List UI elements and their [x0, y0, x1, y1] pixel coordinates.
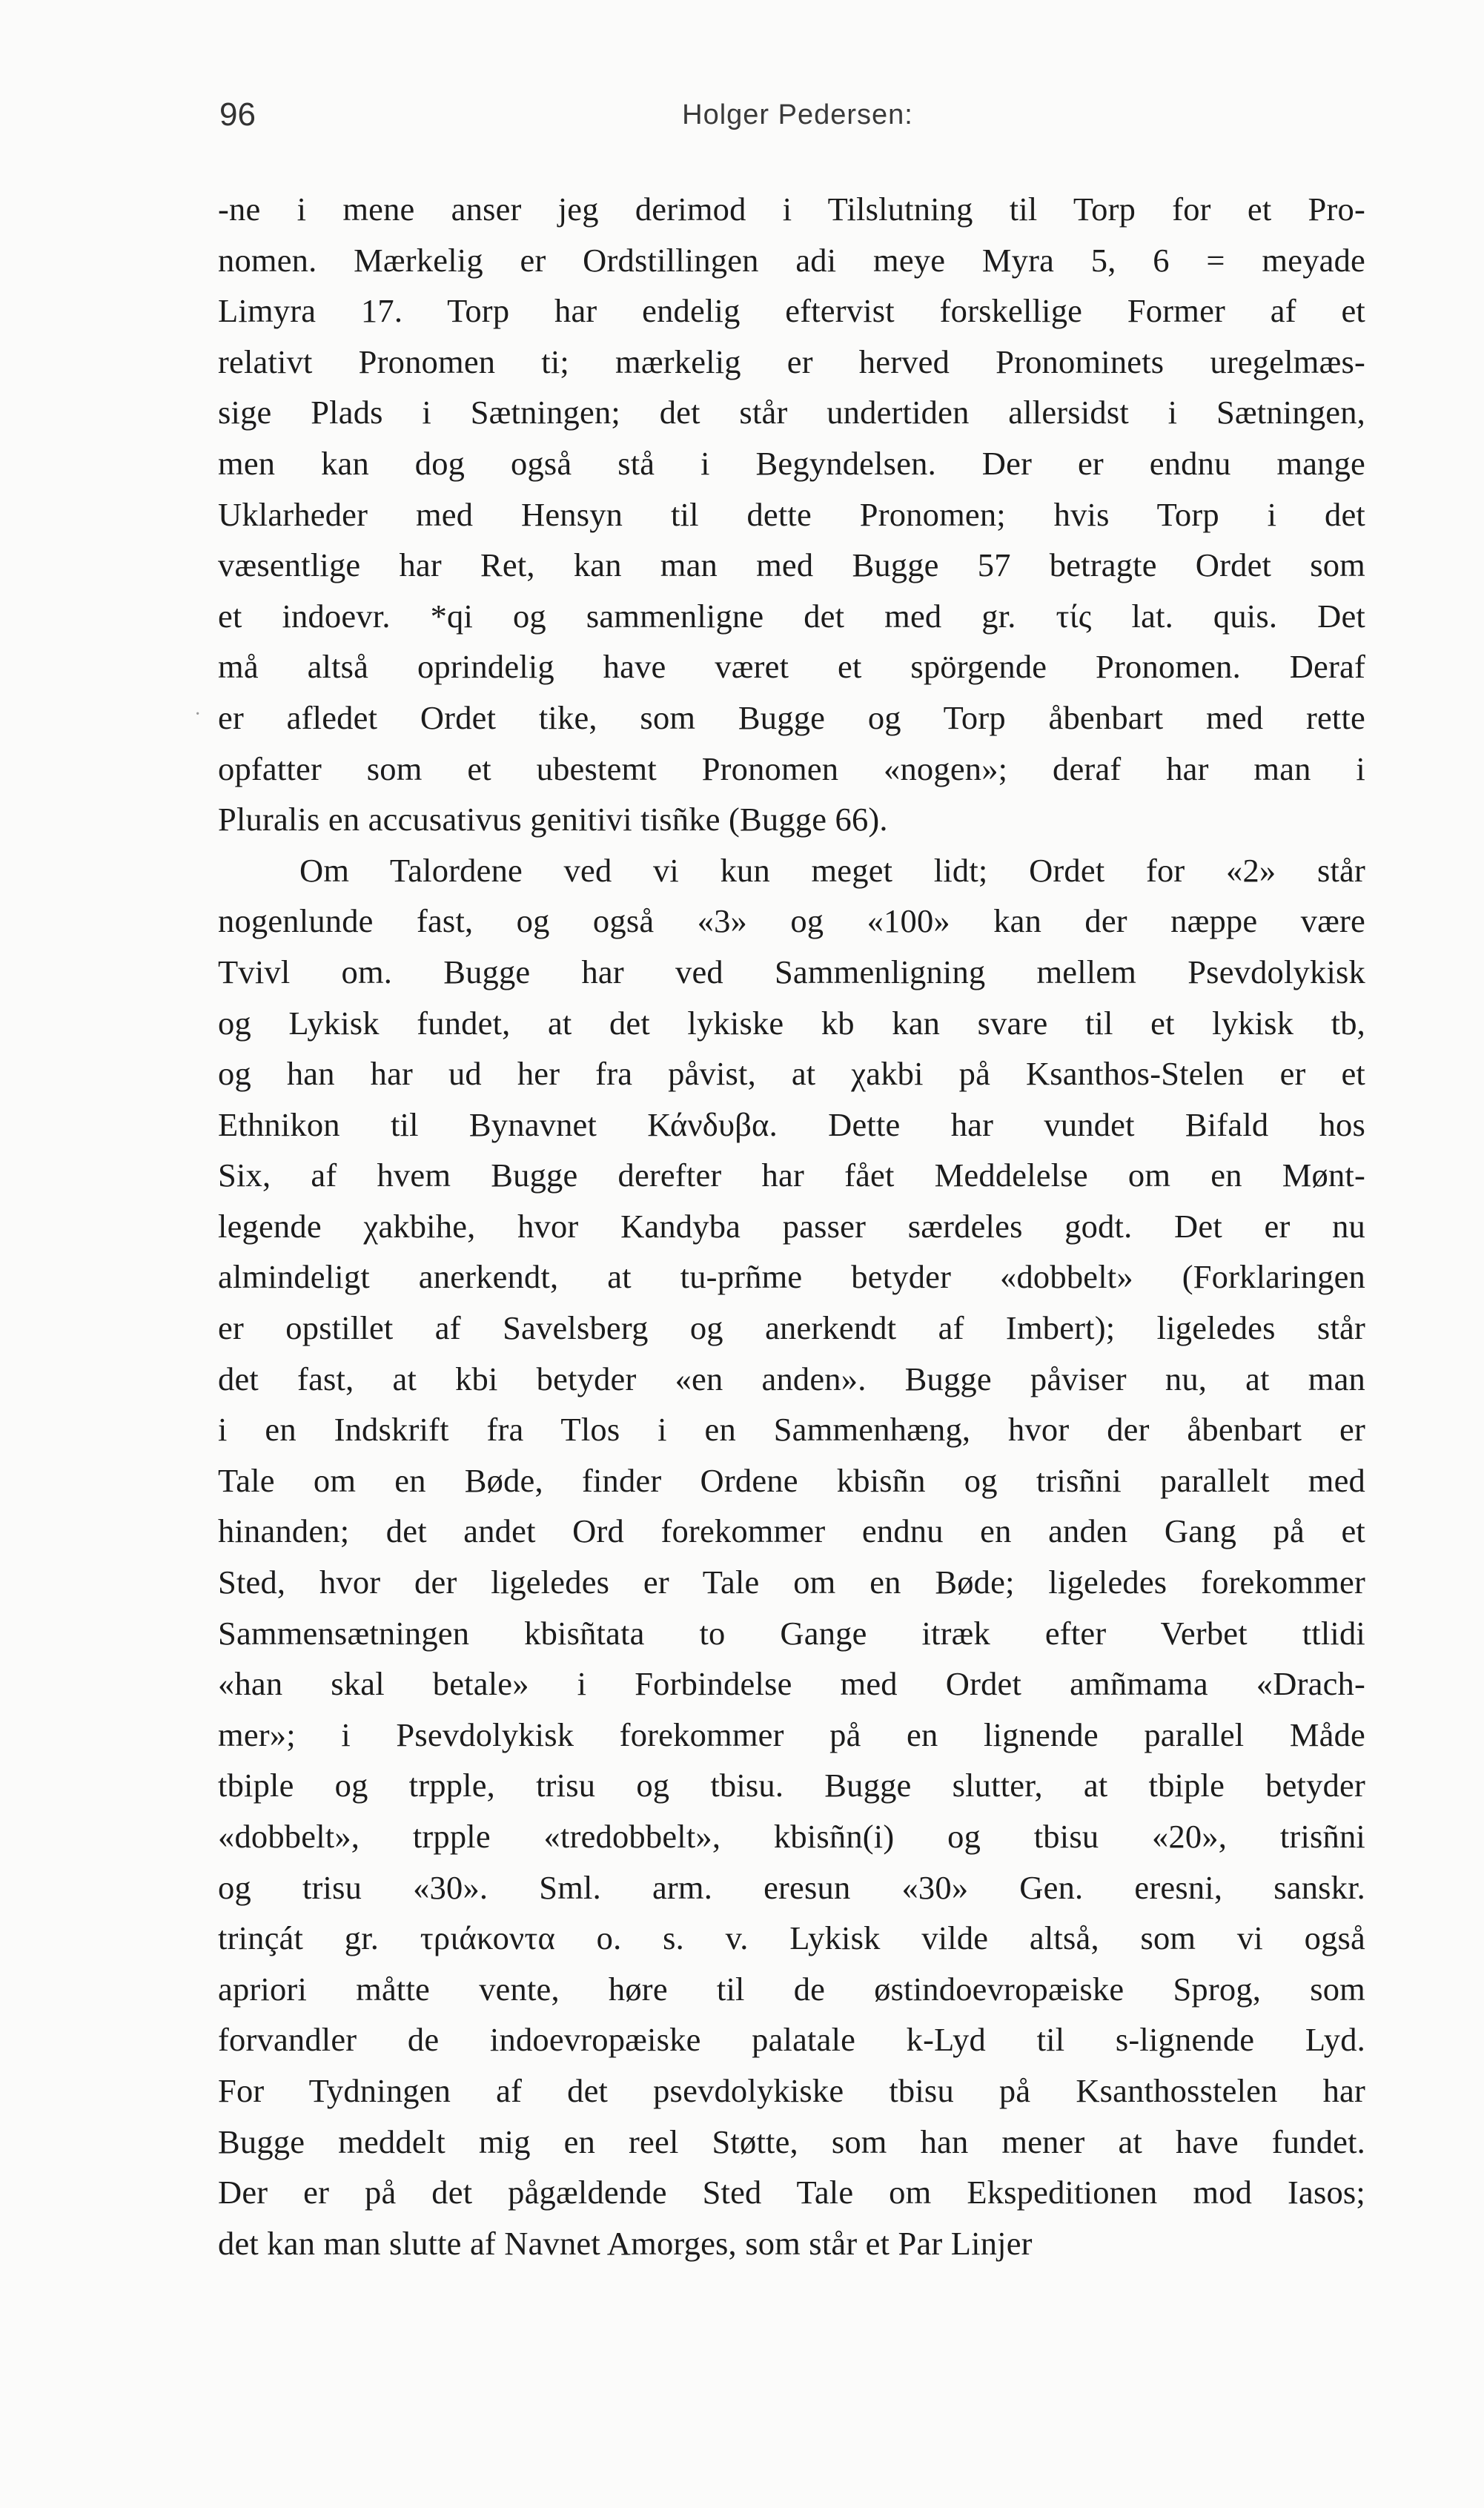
text-line: Sammensætningen kbisñtata to Gange itræk efter Verbet ttlidi	[218, 1614, 1365, 1652]
text-line: «dobbelt», trpple «tredobbelt», kbisñn(i) og tbisu «20», trisñni	[218, 1818, 1365, 1855]
text-line: det fast, at kbi betyder «en anden». Bugge påviser nu, at man	[218, 1360, 1365, 1397]
text-line: er opstillet af Savelsberg og anerkendt af Imbert); ligeledes står	[218, 1309, 1365, 1347]
page-number: 96	[219, 96, 256, 133]
text-line: forvandler de indoevropæiske palatale k-Lyd til s-lignende Lyd.	[218, 2021, 1365, 2059]
text-line: væsentlige har Ret, kan man med Bugge 57 betragte Ordet som	[218, 546, 1365, 584]
text-line: og Lykisk fundet, at det lykiske kb kan svare til et lykisk tb,	[218, 1004, 1365, 1042]
text-line: relativt Pronomen ti; mærkelig er herved Pronominets uregelmæs-	[218, 343, 1365, 380]
text-line: «han skal betale» i Forbindelse med Ordet amñmama «Drach-	[218, 1665, 1365, 1703]
text-line: apriori måtte vente, høre til de østindoevropæiske Sprog, som	[218, 1970, 1365, 2008]
text-line: Six, af hvem Bugge derefter har fået Meddelelse om en Mønt-	[218, 1157, 1365, 1194]
text-line: almindeligt anerkendt, at tu-prñme betyder «dobbelt» (Forklaringen	[218, 1258, 1365, 1296]
margin-mark: ·	[194, 703, 202, 726]
text-line: Ethnikon til Bynavnet Κάνδυβα. Dette har vundet Bifald hos	[218, 1105, 1365, 1143]
text-line: er afledet Ordet tike, som Bugge og Torp åbenbart med rette	[218, 698, 1365, 736]
text-line: Pluralis en accusativus genitivi tisñke (Bugge 66).	[218, 801, 888, 838]
text-line: sige Plads i Sætningen; det står undertiden allersidst i Sætningen,	[218, 394, 1365, 431]
text-line: Tale om en Bøde, finder Ordene kbisñn og trisñni parallelt med	[218, 1461, 1365, 1499]
text-line: Bugge meddelt mig en reel Støtte, som han mener at have fundet.	[218, 2122, 1365, 2160]
text-line: det kan man slutte af Navnet Amorges, som står et Par Linjer	[218, 2224, 1033, 2262]
paragraph	[218, 184, 1365, 845]
text-line: tbiple og trpple, trisu og tbisu. Bugge slutter, at tbiple betyder	[218, 1767, 1365, 1804]
text-line: Uklarheder med Hensyn til dette Pronomen; hvis Torp i det	[218, 495, 1365, 533]
text-line: nomen. Mærkelig er Ordstillingen adi meye Myra 5, 6 = meyade	[218, 241, 1365, 279]
text-line: nogenlunde fast, og også «3» og «100» kan der næppe være	[218, 902, 1365, 940]
text-line: mer»; i Psevdolykisk forekommer på en lignende parallel Måde	[218, 1715, 1365, 1753]
text-line: legende χakbihe, hvor Kandyba passer særdeles godt. Det er nu	[218, 1207, 1365, 1245]
running-head: Holger Pedersen:	[682, 99, 913, 130]
text-line: For Tydningen af det psevdolykiske tbisu på Ksanthosstelen har	[218, 2071, 1365, 2109]
text-line: men kan dog også stå i Begyndelsen. Der er endnu mange	[218, 444, 1365, 482]
text-line: Limyra 17. Torp har endelig eftervist forskellige Former af et	[218, 292, 1365, 330]
text-line: Tvivl om. Bugge har ved Sammenligning mellem Psevdolykisk	[218, 953, 1365, 990]
text-line: et indoevr. *qi og sammenligne det med gr. τίς lat. quis. Det	[218, 597, 1365, 635]
paragraph	[218, 845, 1365, 2269]
text-line: Sted, hvor der ligeledes er Tale om en Bøde; ligeledes forekommer	[218, 1564, 1365, 1601]
text-line: Der er på det pågældende Sted Tale om Ekspeditionen mod Iasos;	[218, 2174, 1365, 2211]
text-line: -ne i mene anser jeg derimod i Tilslutning til Torp for et Pro-	[218, 191, 1365, 228]
text-line: opfatter som et ubestemt Pronomen «nogen»; deraf har man i	[218, 750, 1365, 787]
text-line: og han har ud her fra påvist, at χakbi på Ksanthos-Stelen er et	[218, 1055, 1365, 1093]
text-line: må altså oprindelig have været et spörgende Pronomen. Deraf	[218, 648, 1365, 686]
text-line: hinanden; det andet Ord forekommer endnu en anden Gang på et	[218, 1512, 1365, 1550]
text-line: Om Talordene ved vi kun meget lidt; Ordet for «2» står	[299, 851, 1365, 889]
text-line: trinçát gr. τριάκοντα o. s. v. Lykisk vilde altså, som vi også	[218, 1919, 1365, 1957]
text-line: og trisu «30». Sml. arm. eresun «30» Gen. eresni, sanskr.	[218, 1868, 1365, 1906]
body-text	[218, 184, 1365, 2269]
text-line: i en Indskrift fra Tlos i en Sammenhæng, hvor der åbenbart er	[218, 1411, 1365, 1449]
page-header	[219, 96, 1376, 148]
